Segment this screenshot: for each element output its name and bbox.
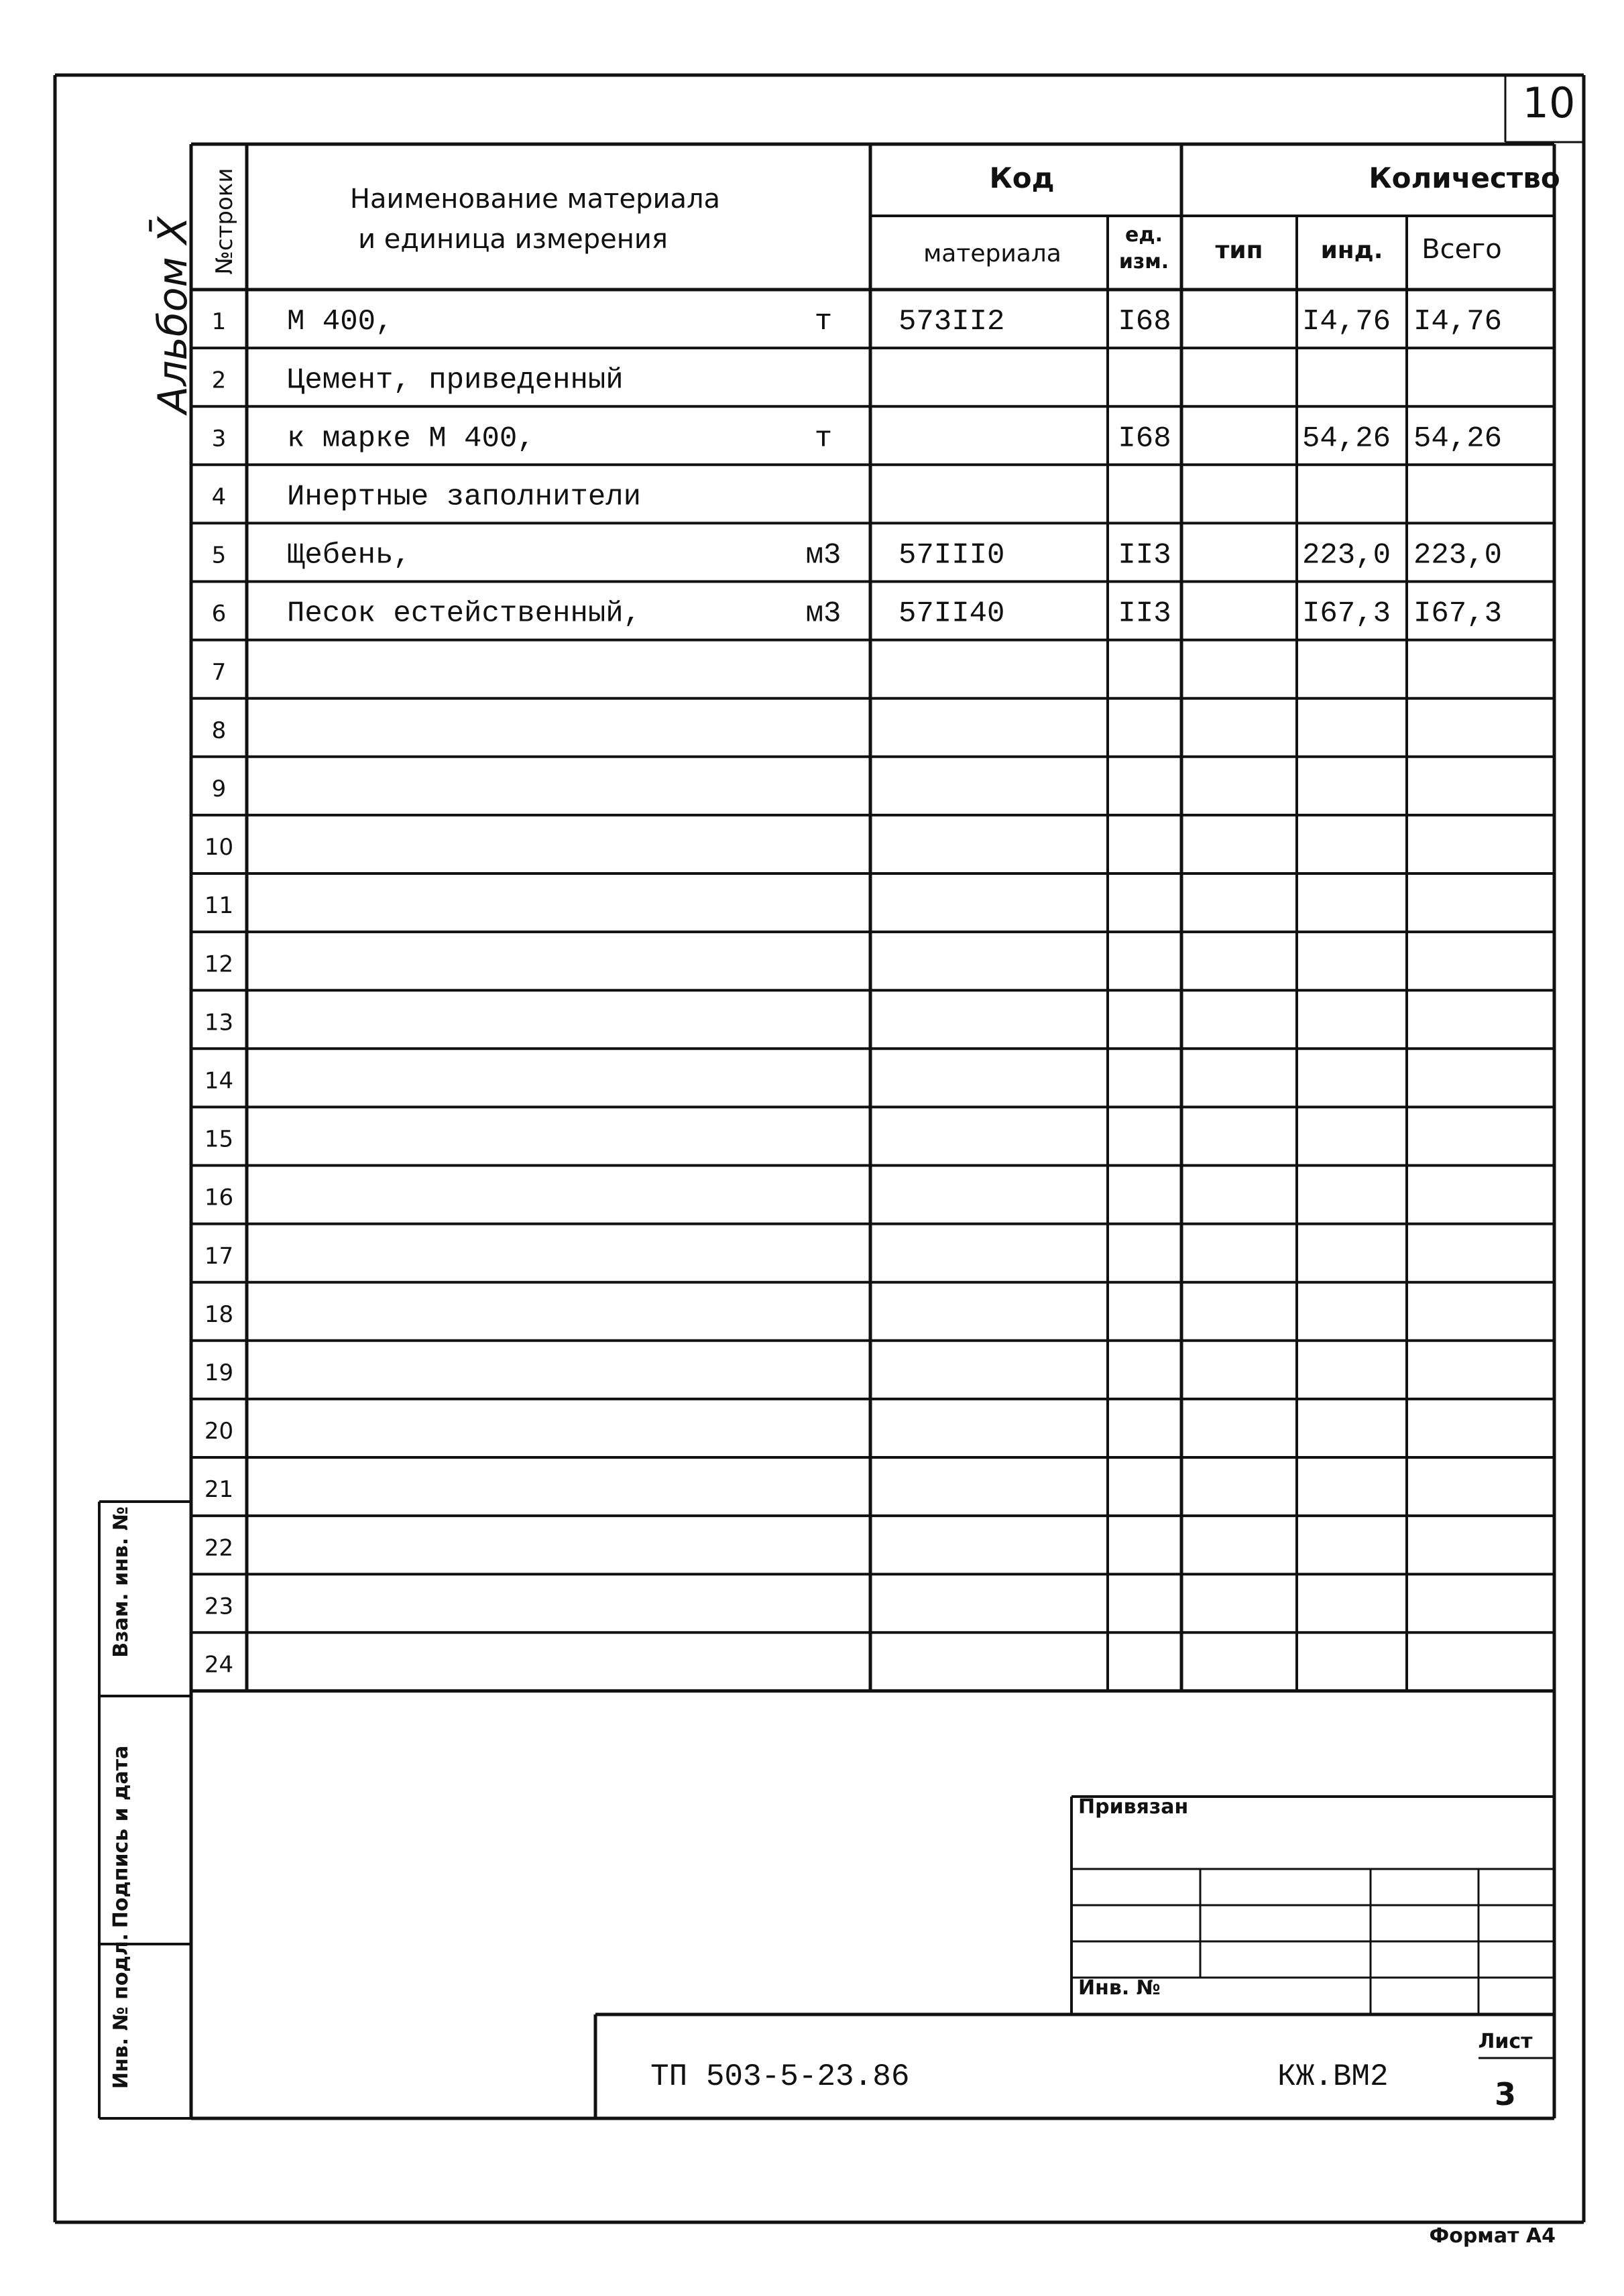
row-qty-total: 54,26 <box>1413 422 1503 456</box>
header-type: тип <box>1215 237 1263 264</box>
row-number: 20 <box>204 1418 234 1445</box>
row-number: 18 <box>204 1301 234 1328</box>
row-number: 4 <box>211 483 227 511</box>
row-number: 15 <box>204 1126 234 1153</box>
row-unit-code: II3 <box>1118 538 1171 572</box>
header-name-line1: Наименование материала <box>349 184 721 215</box>
row-material-name: М 400, <box>287 305 394 339</box>
row-unit: т <box>814 305 833 339</box>
header-total: Всего <box>1422 234 1502 265</box>
header-unit-line1: ед. <box>1125 223 1163 247</box>
sheet-number: 3 <box>1494 2076 1517 2112</box>
grid-lines <box>55 75 1584 2222</box>
row-number: 13 <box>204 1009 234 1036</box>
doc-mark: КЖ.ВМ2 <box>1277 2059 1389 2094</box>
row-number: 22 <box>204 1534 234 1562</box>
header-rownum: №строки <box>211 168 238 275</box>
row-number: 21 <box>204 1476 234 1504</box>
row-qty-total: 223,0 <box>1413 538 1503 572</box>
sheet-label: Лист <box>1478 2030 1533 2053</box>
row-material-name: Цемент, приведенный <box>287 363 624 398</box>
album-label: Альбом X̄ <box>150 217 196 414</box>
footer-format: Формат А4 <box>1429 2224 1556 2248</box>
stamp-vzam-inv: Взам. инв. № <box>109 1506 133 1658</box>
stamp-inv-podl: Инв. № подл. <box>109 1933 133 2090</box>
row-qty-ind: I4,76 <box>1302 305 1391 339</box>
row-number: 10 <box>204 834 234 861</box>
row-number: 3 <box>211 425 227 452</box>
row-number: 24 <box>204 1651 234 1679</box>
row-number: 8 <box>211 717 227 744</box>
row-number: 9 <box>211 776 227 803</box>
row-material-name: Щебень, <box>287 538 411 572</box>
row-number: 11 <box>204 892 234 920</box>
row-material-code: 573II2 <box>898 305 1005 339</box>
row-number: 6 <box>211 600 227 627</box>
row-material-name: Инертные заполнители <box>287 480 642 514</box>
row-qty-total: I4,76 <box>1413 305 1503 339</box>
row-qty-ind: I67,3 <box>1302 597 1391 631</box>
row-material-name: Песок естейственный, <box>287 597 642 631</box>
row-number: 16 <box>204 1184 234 1211</box>
row-material-code: 57III0 <box>898 538 1005 572</box>
header-ind: инд. <box>1320 237 1383 264</box>
row-unit-code: I68 <box>1118 422 1171 456</box>
row-qty-total: I67,3 <box>1413 597 1503 631</box>
row-number: 19 <box>204 1360 234 1387</box>
inv-no-label: Инв. № <box>1078 1976 1161 2000</box>
row-unit: т <box>814 422 833 456</box>
header-material: материала <box>923 240 1061 267</box>
row-number: 1 <box>211 308 227 336</box>
row-unit: м3 <box>805 597 842 631</box>
row-material-name: к марке М 400, <box>287 422 535 456</box>
row-number: 14 <box>204 1067 234 1095</box>
row-qty-ind: 54,26 <box>1302 422 1391 456</box>
row-number: 23 <box>204 1593 234 1620</box>
table-body <box>205 305 1502 1678</box>
row-number: 7 <box>211 658 227 686</box>
header-name-line2: и единица измерения <box>358 224 668 255</box>
header-unit-line2: изм. <box>1118 250 1169 274</box>
header-qty-group: Количество <box>1369 162 1560 194</box>
page-number: 10 <box>1522 78 1576 127</box>
header-code-group: Код <box>989 162 1055 194</box>
stamp-podpis-data: Подпись и дата <box>109 1745 133 1929</box>
privyazan-label: Привязан <box>1078 1795 1189 1819</box>
row-qty-ind: 223,0 <box>1302 538 1391 572</box>
row-unit-code: I68 <box>1118 305 1171 339</box>
row-material-code: 57II40 <box>898 597 1005 631</box>
row-number: 2 <box>211 367 227 394</box>
row-unit-code: II3 <box>1118 597 1171 631</box>
row-unit: м3 <box>805 538 842 572</box>
doc-code: ТП 503-5-23.86 <box>650 2059 910 2094</box>
row-number: 5 <box>211 542 227 569</box>
row-number: 12 <box>204 951 234 978</box>
row-number: 17 <box>204 1242 234 1270</box>
